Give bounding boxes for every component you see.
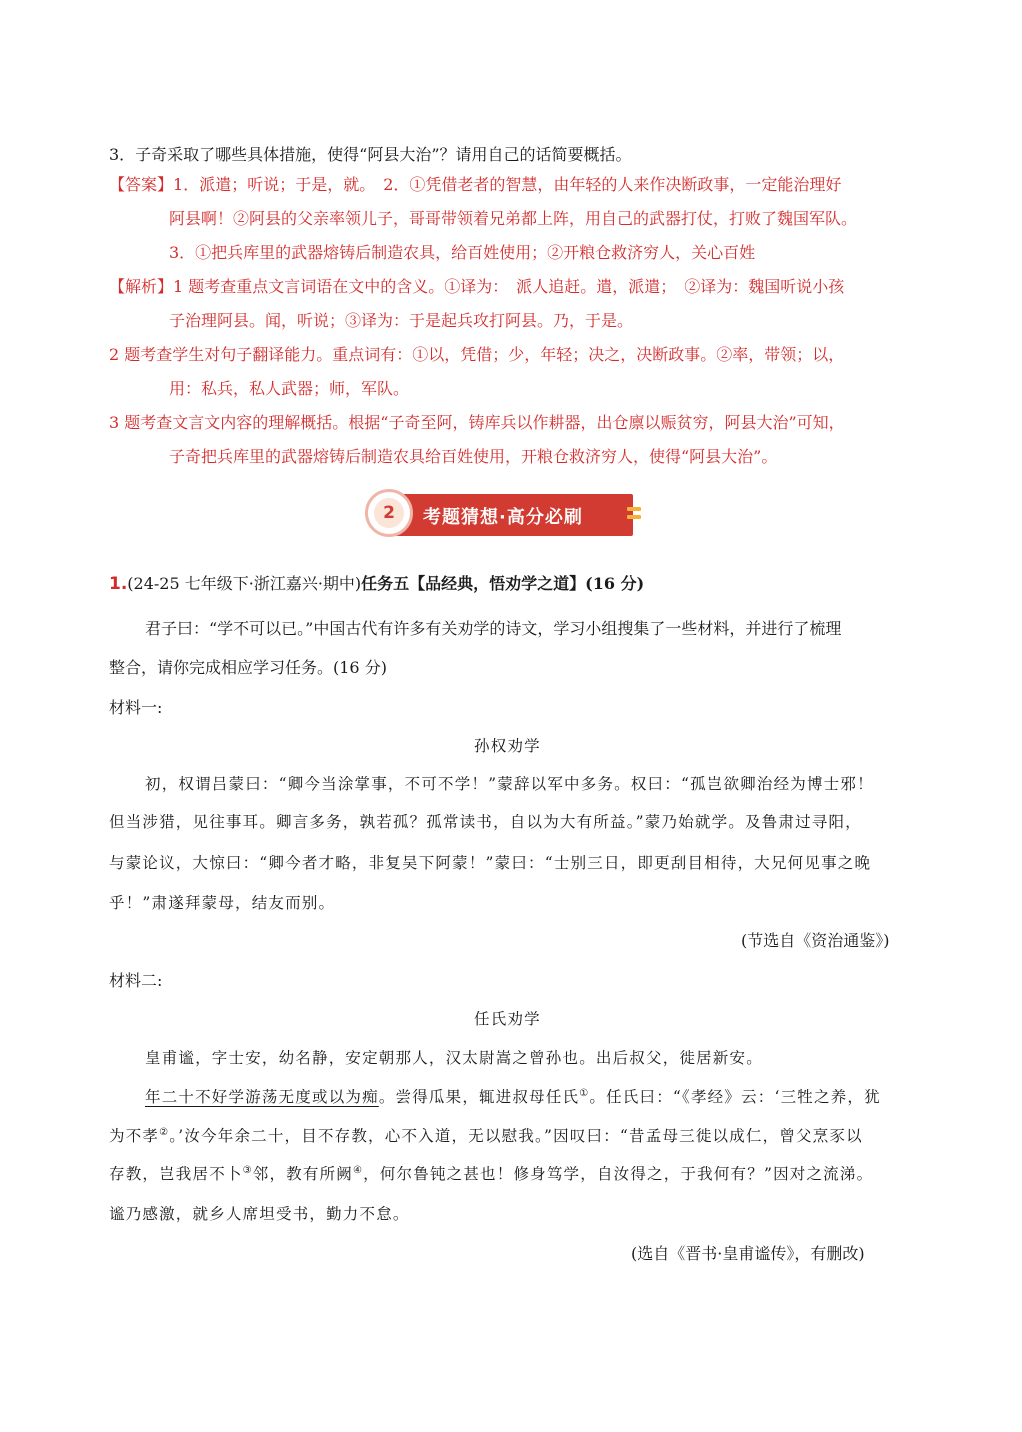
- analysis-line-1: [109, 276, 844, 298]
- intro-line-2: 整合，请你完成相应学习任务。(16 分): [109, 658, 387, 677]
- material-1-line-1: 初，权谓吕蒙曰：“卿今当涂掌事，不可不学！”蒙辞以军中多务。权曰：“孤岂欲卿治经为博士邪！: [145, 775, 874, 793]
- analysis-line-6: 子奇把兵库里的武器熔铸后制造农具给百姓使用，开粮仓救济穷人，使得“阿县大治”。: [169, 447, 778, 466]
- material-1-title: 孙权劝学: [474, 737, 541, 755]
- material-2-line-4-b: 邻，教有所阙: [252, 1165, 353, 1183]
- material-2-label: 材料二:: [109, 971, 163, 990]
- material-2-line-3-b: 。’汝今年余二十，目不存教，心不入道，无以慰我。”因叹曰：“昔孟母三徙以成仁，曾父烹豕以: [169, 1127, 863, 1145]
- material-2-line-4-a: 存教，岂我居不卜: [109, 1165, 243, 1183]
- material-2-line-2-text: 。尝得瓜果，辄进叔母任氏: [378, 1088, 580, 1106]
- question-3-prompt: 3．子奇采取了哪些具体措施，使得“阿县大治”？请用自己的话简要概括。: [109, 145, 632, 164]
- material-2-line-5: 谧乃感激，就乡人席坦受书，勤力不怠。: [109, 1205, 410, 1223]
- material-2-line-4-c: ，何尔鲁钝之甚也！修身笃学，自汝得之，于我何有？”因对之流涕。: [363, 1165, 874, 1183]
- material-2-line-2-tail: 。任氏曰：“《孝经》云：‘三牲之养，犹: [589, 1088, 881, 1106]
- banner-decor-line-icon: [627, 515, 641, 519]
- footnote-ref-2: ②: [159, 1126, 170, 1138]
- material-2-line-1: 皇甫谧，字士安，幼名静，安定朝那人，汉太尉嵩之曾孙也。出后叔父，徙居新安。: [145, 1049, 763, 1067]
- analysis-line-4: 用：私兵，私人武器；师，军队。: [169, 379, 410, 398]
- banner-number-badge: [365, 489, 413, 537]
- answer-line-2: 阿县啊！②阿县的父亲率领儿子，哥哥带领着兄弟都上阵，用自己的武器打仗，打败了魏国军队。: [169, 209, 858, 228]
- material-2-source: (选自《晋书·皇甫谧传》，有删改): [631, 1244, 865, 1263]
- banner-number: 2: [374, 498, 404, 528]
- material-2-line-3: [109, 1125, 863, 1147]
- material-1-line-3: 与蒙论议，大惊曰：“卿今者才略，非复吴下阿蒙！”蒙曰：“士别三日，即更刮目相待，大兄何见事之晚: [109, 854, 872, 872]
- answer-tag: 【答案】: [109, 175, 174, 194]
- material-2-line-4: [109, 1163, 873, 1185]
- question-number: 1.: [109, 574, 128, 594]
- material-2-line-2: [145, 1086, 881, 1108]
- analysis-tag: 【解析】: [109, 277, 174, 296]
- material-2-line-3-a: 为不孝: [109, 1127, 160, 1145]
- question-task: 任务五【品经典，悟劝学之道】(16 分): [361, 574, 645, 593]
- analysis-line-5: 3 题考查文言文内容的理解概括。根据“子奇至阿，铸库兵以作耕器，出仓廪以赈贫穷，阿县大治”可知，: [109, 413, 845, 432]
- intro-line-1: 君子曰：“学不可以已。”中国古代有许多有关劝学的诗文，学习小组搜集了一些材料，并进行了梳理: [145, 619, 842, 638]
- material-1-line-2: 但当涉猎，见往事耳。卿言多务，孰若孤？孤常读书，自以为大有所益。”蒙乃始就学。及鲁肃过寻阳，: [109, 813, 862, 831]
- analysis-line-3: 2 题考查学生对句子翻译能力。重点词有：①以，凭借；少，年轻；决之，决断政事。②率，带领；以，: [109, 345, 845, 364]
- footnote-ref-3: ③: [242, 1164, 253, 1176]
- banner-decor-line-icon: [627, 507, 641, 511]
- footnote-ref-4: ④: [352, 1164, 364, 1176]
- question-source: (24-25 七年级下·浙江嘉兴·期中): [127, 574, 362, 593]
- material-1-line-4: 乎！”肃遂拜蒙母，结友而别。: [109, 894, 336, 912]
- analysis-text-1: 1 题考查重点文言词语在文中的含义。①译为： 派人追赶。遣，派遣； ②译为：魏国听说小孩: [173, 277, 845, 296]
- question-header: [109, 573, 644, 595]
- section-banner: [365, 489, 645, 541]
- material-1-source: (节选自《资治通鉴》): [741, 931, 890, 950]
- material-1-label: 材料一:: [109, 698, 163, 717]
- banner-label: 考题猜想·高分必刷: [423, 507, 583, 528]
- footnote-ref-1: ①: [579, 1087, 590, 1099]
- analysis-line-2: 子治理阿县。闻，听说；③译为：于是起兵攻打阿县。乃，于是。: [169, 311, 634, 330]
- answer-text-1: 1．派遣；听说；于是，就。 2．①凭借老者的智慧，由年轻的人来作决断政事，一定能治理好: [173, 175, 842, 194]
- material-2-title: 任氏劝学: [474, 1010, 541, 1028]
- answer-line-1: [109, 174, 841, 196]
- underlined-sentence: 年二十不好学游荡无度或以为痴: [145, 1088, 379, 1106]
- answer-line-3: 3．①把兵库里的武器熔铸后制造农具，给百姓使用；②开粮仓救济穷人，关心百姓: [169, 243, 756, 262]
